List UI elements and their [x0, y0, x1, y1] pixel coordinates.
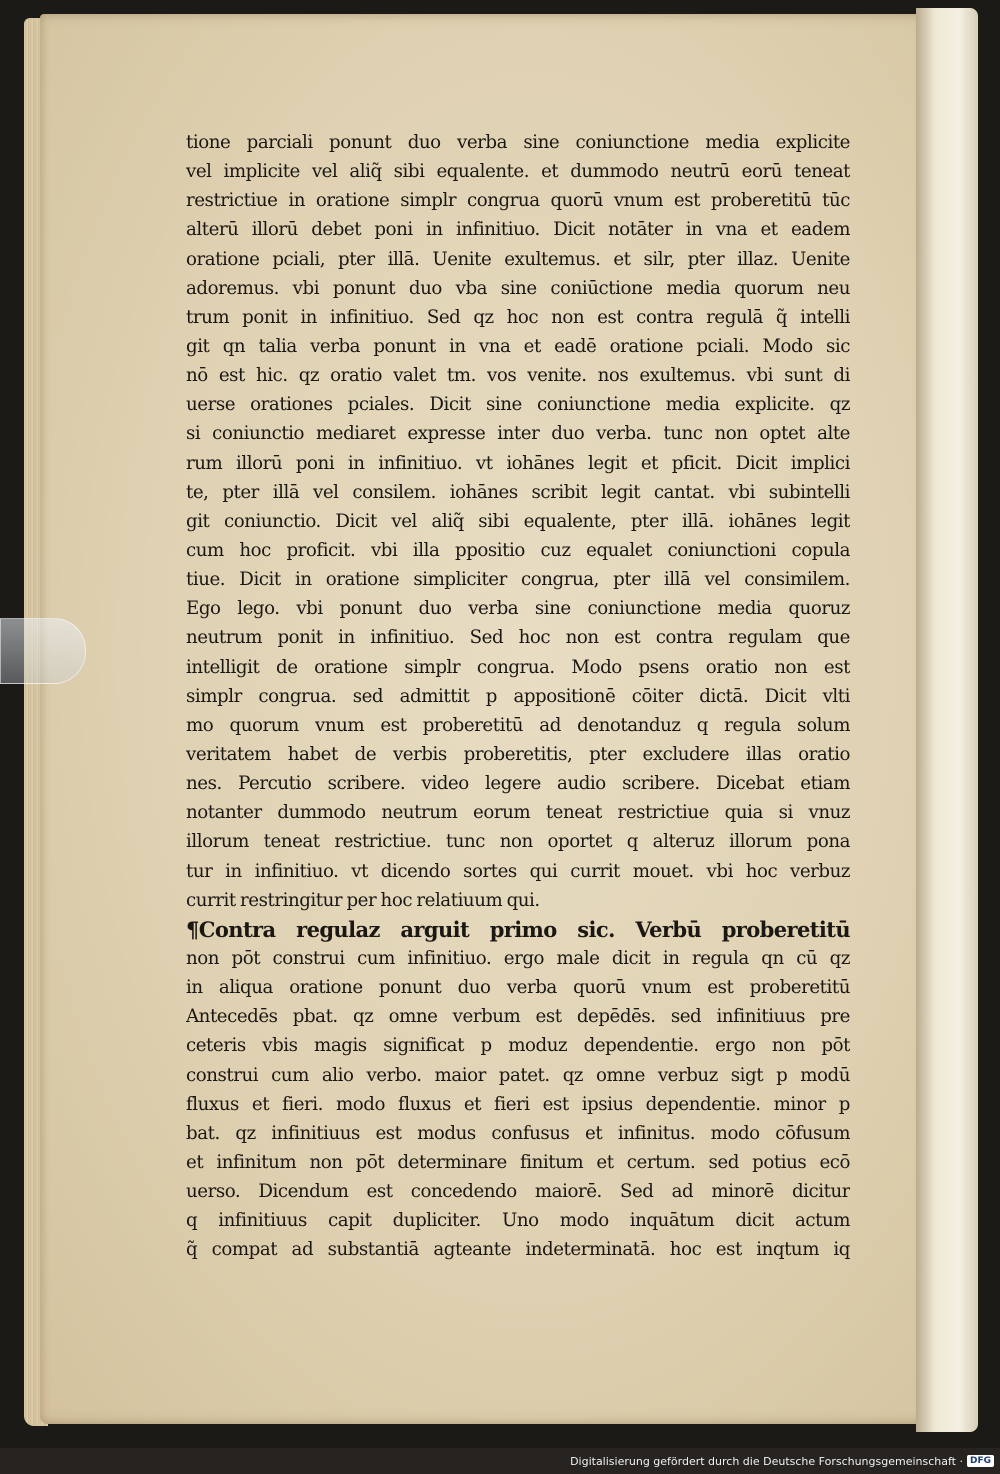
- text-line: vel implicite vel aliq̃ sibi equalente. et dummodo neutrū eorū teneat: [186, 161, 850, 183]
- text-line: Antecedēs pbat. qz omne verbum est depēdēs. sed infinitiuus pre: [186, 1006, 850, 1028]
- text-line: uerso. Dicendum est concedendo maiorē. Sed ad minorē dicitur: [186, 1181, 850, 1203]
- footer-bar: [0, 1448, 1000, 1474]
- text-line: si coniunctio mediaret expresse inter duo verba. tunc non optet alte: [186, 423, 850, 445]
- text-line: q infinitiuus capit dupliciter. Uno modo inquātum dicit actum: [186, 1210, 850, 1232]
- text-line: restrictiue in oratione simplr congrua quorū vnum est proberetitū tūc: [186, 190, 850, 212]
- text-line: tur in infinitiuo. vt dicendo sortes qui currit mouet. vbi hoc verbuz: [186, 860, 850, 882]
- text-line: alterū illorū debet poni in infinitiuo. Dicit notāter in vna et eadem: [186, 219, 850, 241]
- text-line: trum ponit in infinitiuo. Sed qz hoc non est contra regulā q̃ intelli: [186, 306, 850, 328]
- text-line: non pōt construi cum infinitiuo. ergo male dicit in regula qn cū qz: [186, 947, 850, 969]
- text-line: nes. Percutio scribere. video legere audio scribere. Dicebat etiam: [186, 773, 850, 795]
- text-line: tione parciali ponunt duo verba sine coniunctione media explicite: [186, 132, 850, 153]
- page-clip: [0, 618, 86, 684]
- text-line: git coniunctio. Dicit vel aliq̃ sibi equalente, pter illā. iohānes legit: [186, 510, 850, 532]
- text-line: Ego lego. vbi ponunt duo verba sine coniunctione media quoruz: [186, 598, 850, 620]
- dfg-logo: DFG: [967, 1455, 994, 1467]
- text-line: notanter dummodo neutrum eorum teneat restrictiue quia si vnuz: [186, 802, 850, 824]
- text-line: nō est hic. qz oratio valet tm. vos venite. nos exultemus. vbi sunt di: [186, 365, 850, 387]
- text-line: illorum teneat restrictiue. tunc non oportet q alteruz illorum pona: [186, 831, 850, 853]
- text-line: bat. qz infinitiuus est modus confusus et infinitus. modo cōfusum: [186, 1122, 850, 1144]
- text-line: git qn talia verba ponunt in vna et eadē oratione pciali. Modo sic: [186, 335, 850, 357]
- text-line: tiue. Dicit in oratione simpliciter congrua, pter illā vel consimilem.: [186, 569, 850, 591]
- text-line: uerse orationes pciales. Dicit sine coniunctione media explicite. qz: [186, 394, 850, 416]
- text-line: fluxus et fieri. modo fluxus et fieri est ipsius dependentie. minor p: [186, 1093, 850, 1115]
- text-line: mo quorum vnum est proberetitū ad denotanduz q regula solum: [186, 714, 850, 736]
- text-line: neutrum ponit in infinitiuo. Sed hoc non est contra regulam que: [186, 627, 850, 649]
- text-line: currit restringitur per hoc relatiuum qui.: [186, 889, 540, 911]
- text-line: in aliqua oratione ponunt duo verba quorū vnum est proberetitū: [186, 977, 850, 999]
- text-line: rum illorū poni in infinitiuo. vt iohānes legit et pficit. Dicit implici: [186, 452, 850, 474]
- credit-text: Digitalisierung gefördert durch die Deutsche Forschungsgemeinschaft ·: [570, 1454, 963, 1468]
- section-heading: ¶Contra regulaz arguit primo sic. Verbū proberetitū: [186, 916, 850, 942]
- facing-leaf: [916, 8, 978, 1432]
- text-line: construi cum alio verbo. maior patet. qz omne verbuz sigt p modū: [186, 1064, 850, 1086]
- text-line: oratione pciali, pter illā. Uenite exultemus. et silr, pter illaz. Uenite: [186, 248, 850, 270]
- text-line: te, pter illā vel consilem. iohānes scribit legit cantat. vbi subintelli: [186, 481, 850, 503]
- text-line: ceteris vbis magis significat p moduz dependentie. ergo non pōt: [186, 1035, 850, 1057]
- text-line: cum hoc proficit. vbi illa ppositio cuz equalet coniunctioni copula: [186, 539, 850, 561]
- text-line: veritatem habet de verbis proberetitis, pter excludere illas oratio: [186, 743, 850, 765]
- text-line: simplr congrua. sed admittit p appositionē cōiter dictā. Dicit vlti: [186, 685, 850, 707]
- text-line: adoremus. vbi ponunt duo vba sine coniūctione media quorum neu: [186, 277, 850, 299]
- page-text: [186, 128, 850, 1264]
- text-line: q̃ compat ad substantiā agteante indeterminatā. hoc est inqtum iq: [186, 1239, 850, 1261]
- text-line: intelligit de oratione simplr congrua. Modo psens oratio non est: [186, 656, 850, 678]
- funding-credit: [570, 1452, 994, 1470]
- text-line: et infinitum non pōt determinare finitum et certum. sed potius ecō: [186, 1151, 850, 1173]
